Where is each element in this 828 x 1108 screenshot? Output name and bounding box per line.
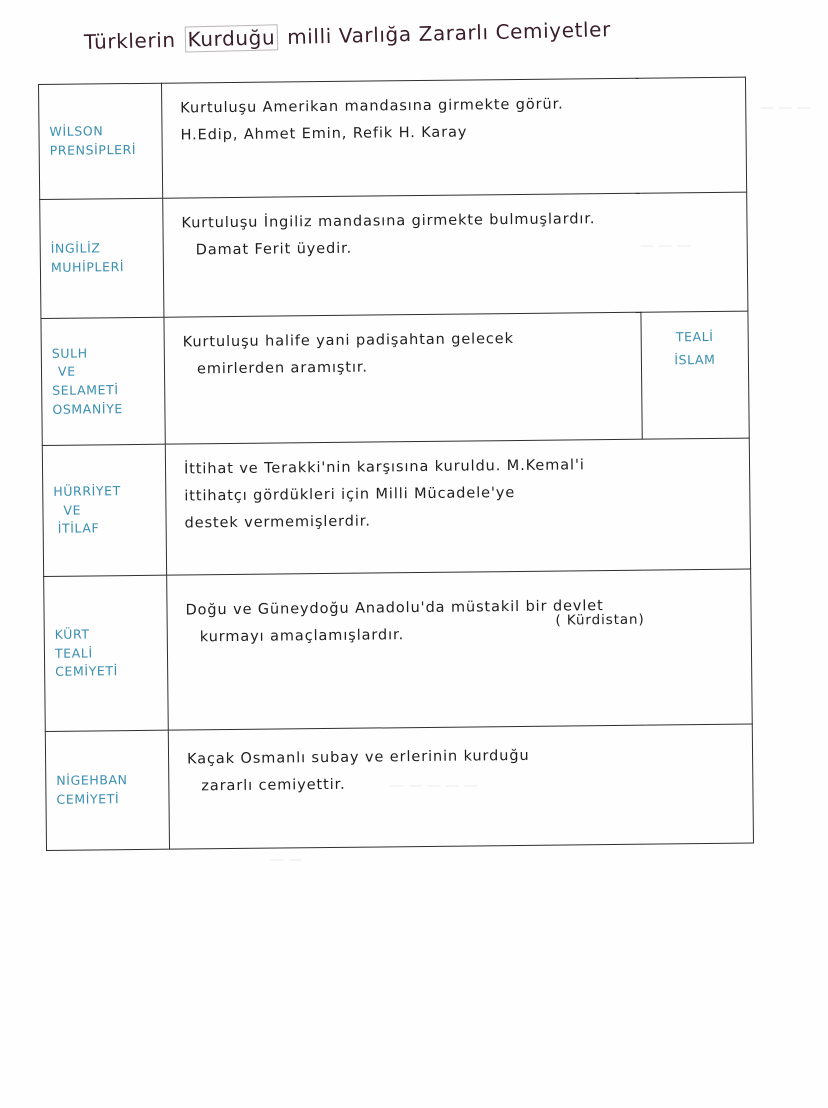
title-word: Türklerin (83, 27, 176, 54)
table-row (42, 438, 750, 576)
society-name-line: VE (57, 363, 76, 380)
society-name-line: NİGEHBAN (56, 772, 128, 789)
table-row (40, 192, 748, 318)
table-row (45, 724, 753, 850)
table-row (39, 77, 747, 199)
society-name-cell (39, 83, 163, 199)
society-description-cell (161, 77, 746, 198)
society-name-line: CEMİYETİ (56, 791, 120, 807)
societies-table-container (38, 77, 754, 851)
margin-note: ( Kürdistan) (555, 611, 645, 629)
society-name-line: TEALİ (54, 645, 93, 661)
page-title (84, 17, 611, 54)
society-name-line: İTİLAF (57, 520, 100, 537)
table-row (44, 569, 753, 731)
bleed-through-text: — — (270, 852, 303, 868)
society-name-line: WİLSON (49, 123, 104, 140)
society-name-line: SULH (51, 344, 88, 361)
description-line: zararlı cemiyettir. (201, 776, 346, 795)
society-name-line: İNGİLİZ (50, 240, 101, 257)
society-name-cell (42, 444, 166, 576)
bleed-through-text: — — — (640, 238, 691, 254)
description-line: H.Edip, Ahmet Emin, Refik H. Karay (180, 124, 468, 144)
related-society-line: İSLAM (674, 351, 716, 367)
description-line: Damat Ferit üyedir. (195, 240, 353, 259)
bleed-through-text: — — — (760, 100, 811, 116)
description-line: destek vermemişlerdir. (184, 513, 371, 532)
description-line: Doğu ve Güneydoğu Anadolu'da müstakil bir devlet (185, 598, 604, 619)
society-description-cell (164, 312, 642, 444)
bleed-through-text: — — — — — (390, 778, 478, 794)
society-name-cell (44, 575, 169, 731)
societies-table (38, 77, 754, 851)
description-line: Kaçak Osmanlı subay ve erlerinin kurduğu (186, 747, 530, 768)
society-name-line: HÜRRİYET (53, 483, 121, 499)
table-row (41, 311, 749, 445)
description-line (186, 611, 735, 652)
society-description-cell (165, 438, 750, 575)
description-text: kurmayı amaçlamışlardır. (199, 627, 405, 646)
society-name-cell (45, 730, 169, 850)
society-name-line: KÜRT (54, 626, 90, 642)
society-name-line: PRENSİPLERİ (49, 141, 137, 158)
title-boxed-word: Kurduğu (184, 24, 278, 52)
society-description-cell (168, 724, 753, 849)
society-name-cell (40, 198, 164, 318)
society-description-cell (167, 569, 753, 730)
description-line: emirlerden aramıştır. (196, 359, 368, 378)
description-line: İttihat ve Terakki'nin karşısına kuruldu. M.Kemal'i (183, 457, 585, 478)
society-name-line: SELAMETİ (52, 382, 119, 398)
description-line: Kurtuluşu Amerikan mandasına girmekte görür. (180, 96, 564, 117)
society-name-line: CEMİYETİ (55, 663, 118, 680)
description-line: Kurtuluşu halife yani padişahtan gelecek (182, 331, 514, 351)
society-name-line: MUHİPLERİ (50, 259, 125, 275)
related-society-line: TEALİ (675, 328, 714, 345)
title-rest: milli Varlığa Zararlı Cemiyetler (286, 17, 612, 50)
society-description-cell (163, 192, 748, 317)
description-line: Kurtuluşu İngiliz mandasına girmekte bulmuşlardır. (181, 211, 596, 232)
related-society-cell (641, 311, 749, 439)
society-name-line: OSMANİYE (52, 400, 123, 417)
description-line: ittihatçı gördükleri için Milli Mücadele'ye (184, 484, 516, 505)
society-name-cell (41, 317, 165, 445)
society-name-line: VE (63, 502, 82, 518)
